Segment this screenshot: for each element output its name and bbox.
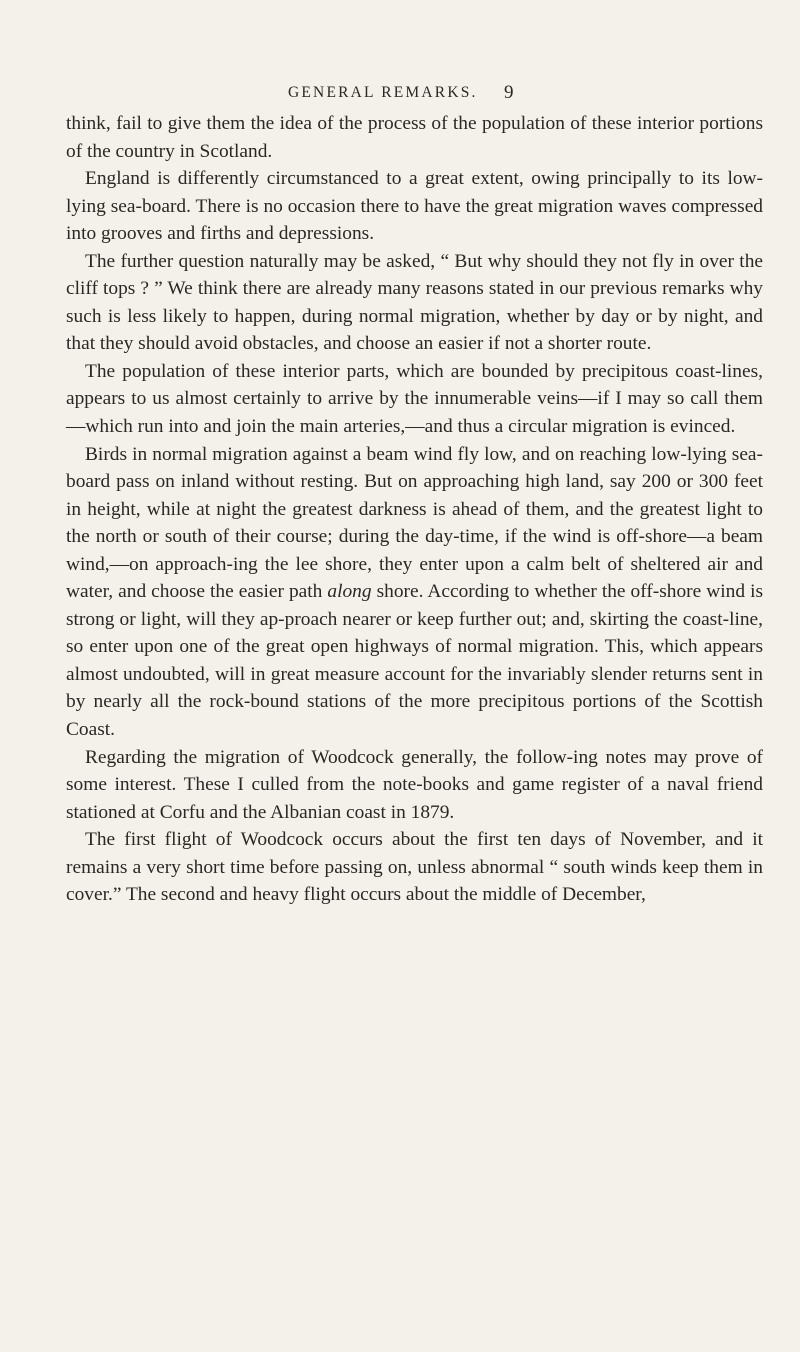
paragraph-text: England is differently circumstanced to a great extent, owing principally to its low-lying sea-board. There is no occasion there to have the great migration waves compressed into grooves and firths and depressions. [66, 168, 763, 245]
paragraph-text: The population of these interior parts, which are bounded by precipitous coast-lines, appears to us almost certainly to arrive by the innumerable veins—if I may so call them—which run into and join the main arteries,—and thus a circular migration is evinced. [66, 360, 763, 438]
page-number: 9 [504, 82, 514, 103]
paragraph-interior-parts [66, 358, 763, 441]
running-title: GENERAL REMARKS. [288, 84, 478, 101]
paragraph-text: Regarding the migration of Woodcock generally, the follow-ing notes may prove of some interest. These I culled from the note-books and game register of a naval friend stationed at Corfu and the Albanian coast in 1879. [66, 746, 763, 823]
paragraph-text: The first flight of Woodcock occurs about the first ten days of November, and it remains a very short time before passing on, unless abnormal “ south winds keep them in cover.” The second and heavy flight occurs about the middle of December, [66, 829, 763, 906]
paragraph-beam-wind [66, 441, 763, 744]
paragraph-text: The further question naturally may be asked, “ But why should they not fly in over the cliff tops ? ” We think there are already many reasons stated in our previous remarks why such is less likely to happen, during normal migration, whether by day or by night, and that they should avoid obstacles, and choose an easier if not a shorter route. [66, 250, 763, 355]
paragraph-england [66, 165, 763, 248]
paragraph-woodcock [66, 744, 763, 827]
paragraph-text: shore. According to whether the off-shore wind is strong or light, will they ap-proach nearer or keep further out; and, skirting the coast-line, so enter upon one of the great open highways of normal migration. This, which appears almost undoubted, will in great measure account for the invariably slender returns sent in by nearly all the rock-bound stations of the more precipitous portions of the Scottish Coast. [66, 581, 764, 741]
body-text [66, 110, 763, 909]
running-head [66, 0, 760, 103]
paragraph-continuation [66, 110, 763, 165]
paragraph-text: Birds in normal migration against a beam wind fly low, and on reaching low-lying sea-board pass on inland without resting. But on approaching high land, say 200 or 300 feet in height, while at night the greatest darkness is ahead of them, and the greatest light to the north or south of their course; during the day-time, if the wind is off-shore—a beam wind,—on approach-ing the lee shore, they enter upon a calm belt of sheltered air and water, and choose the easier path [66, 443, 763, 603]
paragraph-first-flight [66, 826, 763, 909]
italic-word: along [327, 581, 372, 603]
paragraph-text: think, fail to give them the idea of the process of the population of these interior portions of the country in Scotland. [66, 113, 763, 162]
paragraph-cliff-tops [66, 248, 763, 358]
